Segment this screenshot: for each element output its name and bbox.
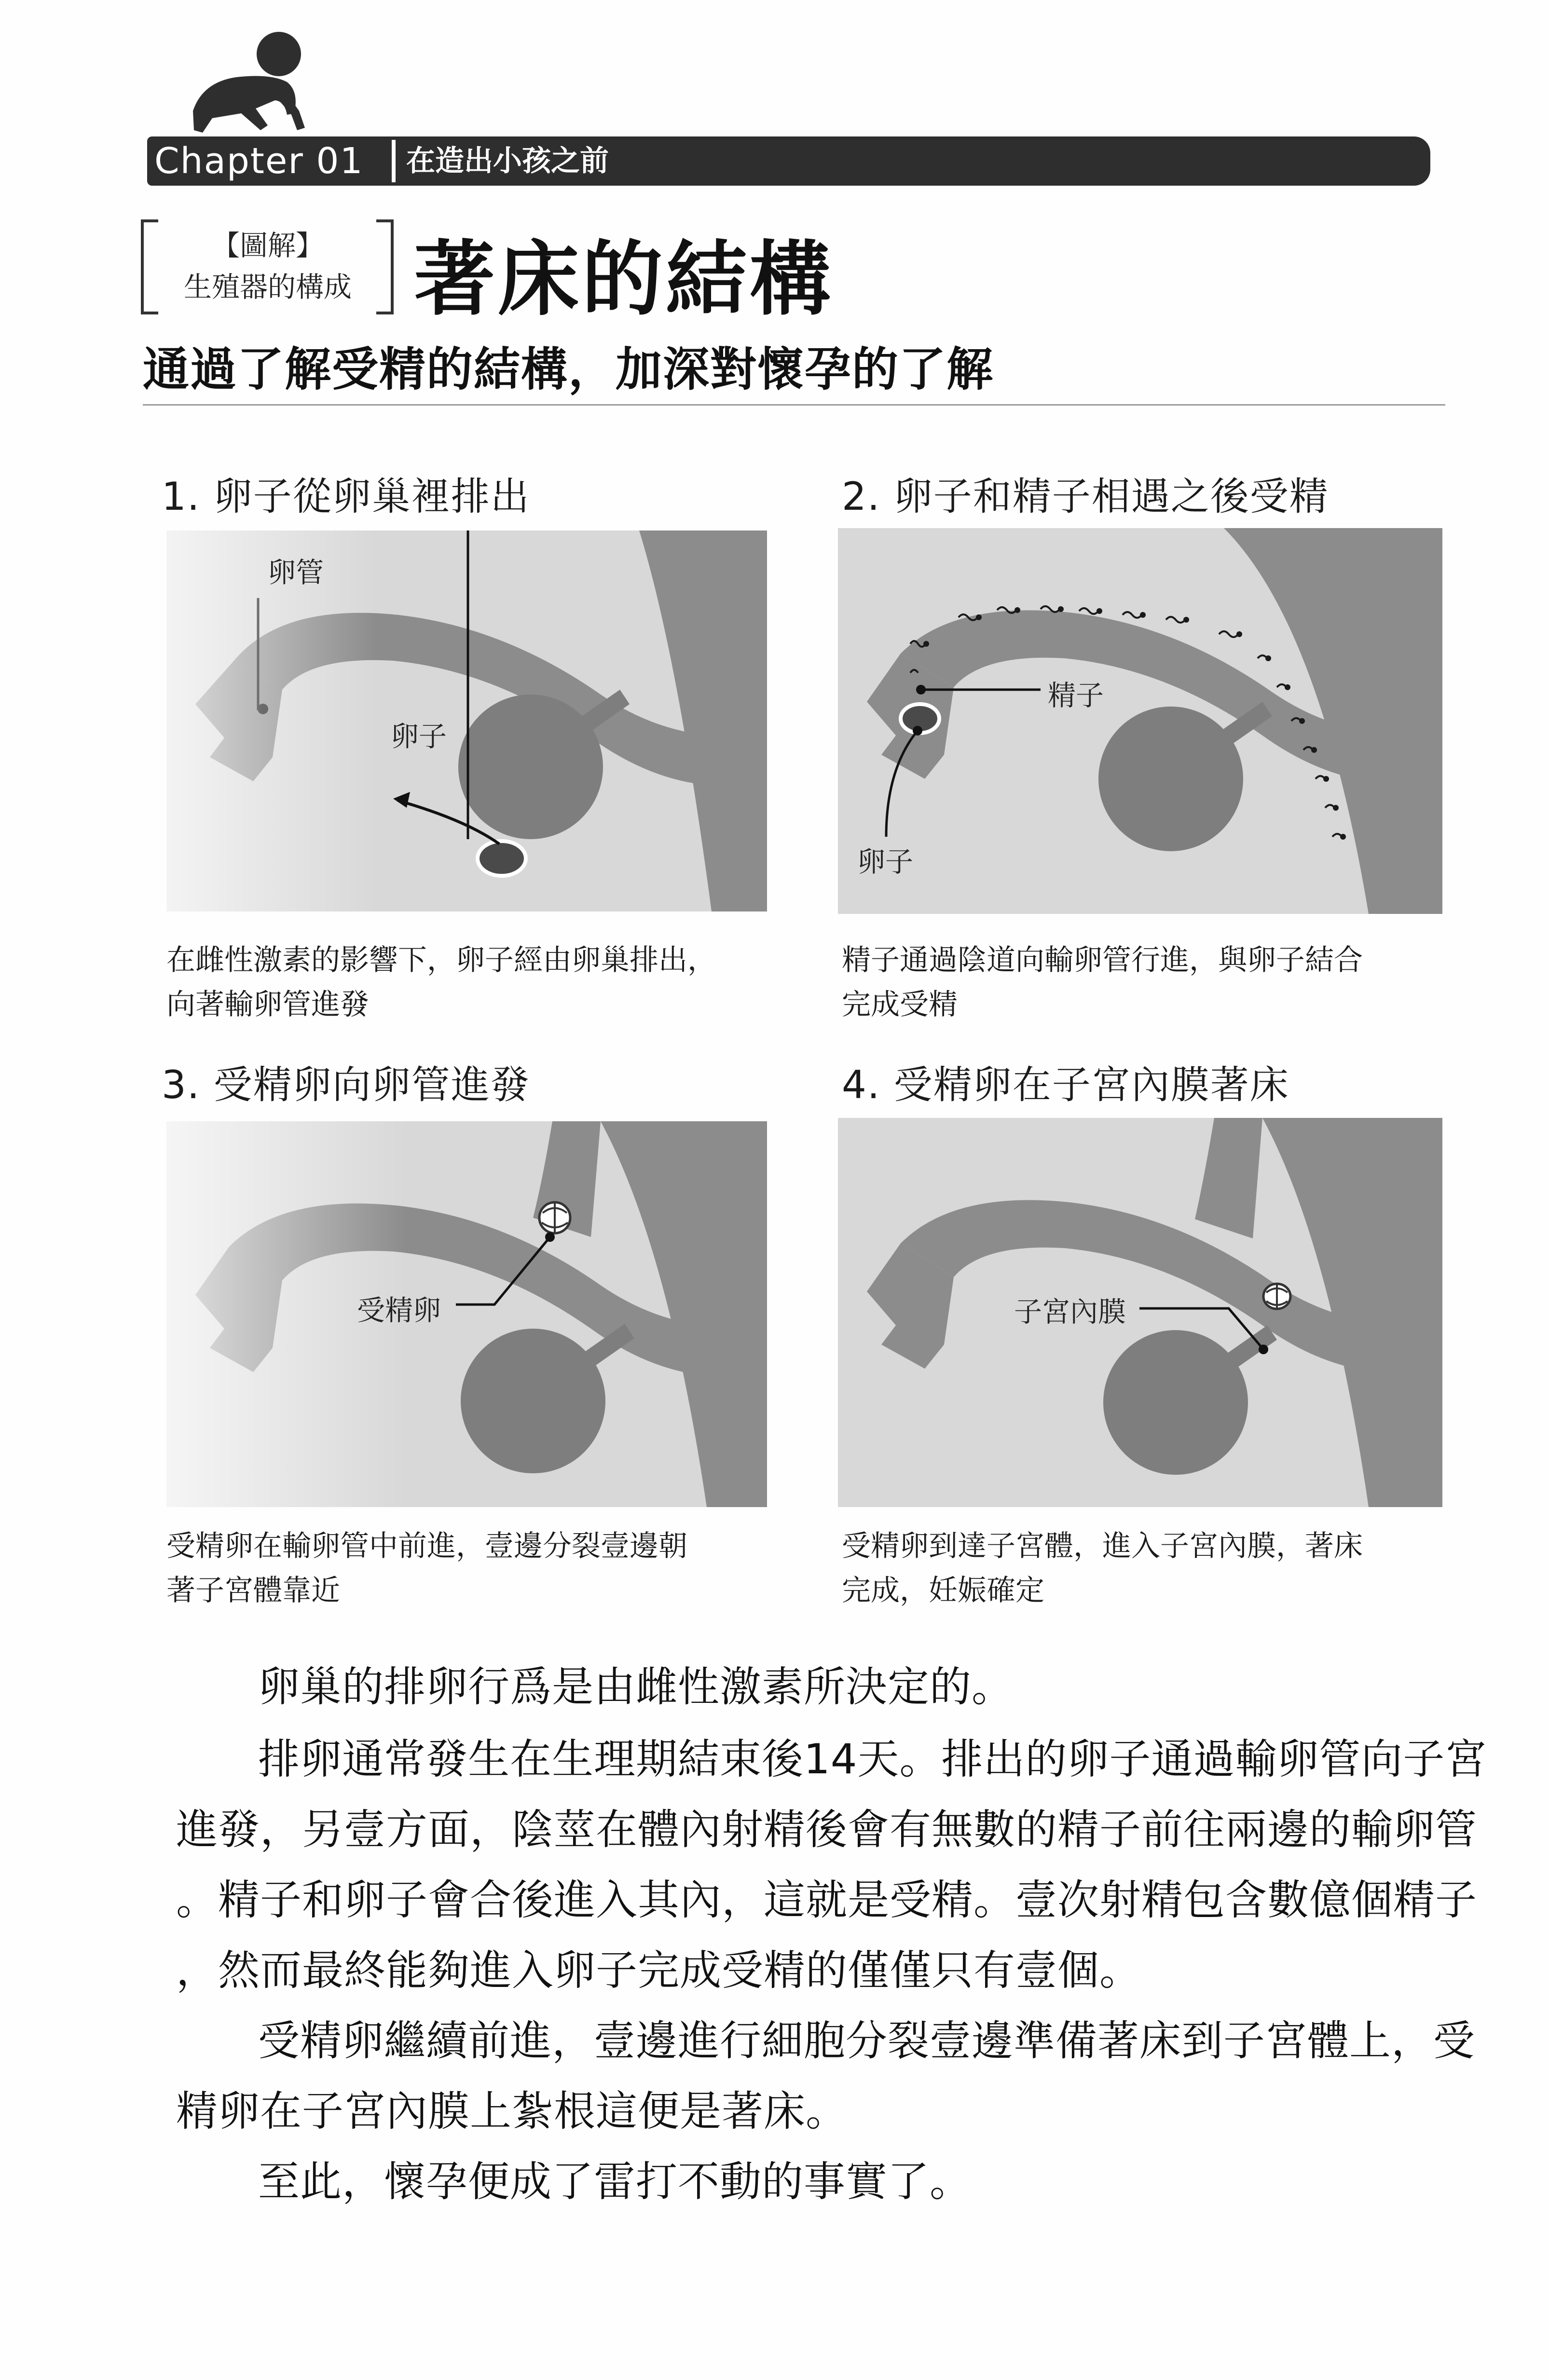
panel-4-caption-line1: 受精卵到達子宮體，進入子宮內膜，著床 — [842, 1529, 1363, 1563]
bracket-right — [376, 219, 394, 314]
panel-1-illustration — [166, 530, 767, 911]
panel-2-illustration — [838, 528, 1442, 914]
body-para-2-line2: 進發，另壹方面，陰莖在體內射精後會有無數的精子前往兩邊的輸卵管 — [176, 1806, 1477, 1854]
body-para-2-line3: 。精子和卵子會合後進入其內，這就是受精。壹次射精包含數億個精子 — [176, 1876, 1477, 1924]
label-sperm: 精子 — [1048, 679, 1104, 712]
label-egg: 卵子 — [391, 720, 447, 753]
label-endometrium: 子宮內膜 — [1014, 1295, 1126, 1328]
panel-3-caption-line2: 著子宮體靠近 — [166, 1574, 340, 1607]
body-para-2-line1: 排卵通常發生在生理期結束後14天。排出的卵子通過輸卵管向子宮 — [258, 1735, 1487, 1783]
panel-3-illustration — [166, 1121, 767, 1507]
chapter-separator — [392, 140, 396, 182]
panel-1-caption-line1: 在雌性激素的影響下，卵子經由卵巢排出， — [166, 943, 716, 977]
body-para-2-line4: ，然而最終能夠進入卵子完成受精的僅僅只有壹個。 — [176, 1946, 1141, 1995]
panel-4-caption-line2: 完成，妊娠確定 — [842, 1574, 1044, 1607]
panel-1-caption-line2: 向著輸卵管進發 — [166, 988, 369, 1021]
panel-4-illustration — [838, 1118, 1442, 1507]
baby-logo-icon — [183, 29, 328, 140]
body-para-3-line1: 受精卵繼續前進，壹邊進行細胞分裂壹邊準備著床到子宮體上，受 — [258, 2017, 1475, 2065]
page-subtitle: 通過了解受精的結構，加深對懷孕的了解 — [143, 342, 994, 396]
panel-3-caption-line1: 受精卵在輸卵管中前進，壹邊分裂壹邊朝 — [166, 1529, 687, 1563]
panel-2-title: 2. 卵子和精子相遇之後受精 — [842, 474, 1329, 519]
body-para-3-line2: 精卵在子宮內膜上紮根這便是著床。 — [176, 2087, 848, 2135]
section-tag-line1: 【圖解】 — [211, 229, 324, 262]
chapter-label: Chapter 01 — [154, 140, 364, 182]
chapter-title: 在造出小孩之前 — [406, 144, 609, 178]
body-para-4: 至此，懷孕便成了雷打不動的事實了。 — [258, 2158, 972, 2206]
panel-3-title: 3. 受精卵向卵管進發 — [162, 1062, 530, 1107]
section-tag-line2: 生殖器的構成 — [183, 271, 352, 303]
page-title: 著床的結構 — [414, 232, 834, 326]
bracket-left — [141, 219, 158, 314]
label-fallopian-tube: 卵管 — [268, 556, 324, 589]
label-egg: 卵子 — [857, 845, 914, 878]
label-fertilized-egg: 受精卵 — [357, 1294, 441, 1327]
body-para-1: 卵巢的排卵行爲是由雌性激素所決定的。 — [258, 1663, 1014, 1711]
panel-4-title: 4. 受精卵在子宮內膜著床 — [842, 1062, 1289, 1107]
panel-2-caption-line2: 完成受精 — [842, 988, 958, 1021]
panel-1-title: 1. 卵子從卵巢裡排出 — [162, 474, 530, 519]
panel-2-caption-line1: 精子通過陰道向輸卵管行進，與卵子結合 — [842, 943, 1363, 977]
divider — [143, 404, 1445, 406]
